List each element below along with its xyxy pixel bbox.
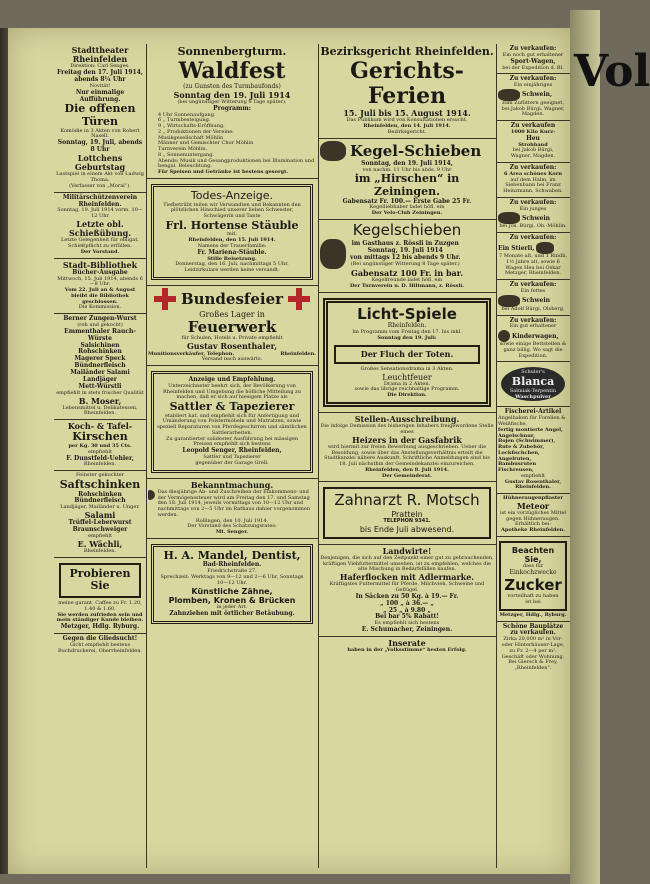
kegel-details [350,241,461,267]
ad-text: Sie werden zufrieden sein und mein ständiger Kunde bleiben. [56,611,144,624]
ad-text: Friedrichstraße 27. [207,568,257,575]
program-item: 2 „ Produktionen der Vereine: [158,128,234,135]
ad-item: Braunschweiger [72,526,128,534]
ad-headline: Heizers in der Gasfabrik [352,434,462,445]
notice-body [148,490,316,519]
ad-text: Komödie in 3 Akten von Robert Nasell. [60,127,140,140]
program-item: Männer und Gemischter Chor Möhlin [158,140,254,147]
ad-item: Ein Stierli, [498,244,535,252]
ad-headline: im „Hirschen“ in Zeiningen. [354,172,460,198]
ad-item: Landjäger [83,375,117,383]
deceased-name: Frl. Hortense Stäuble [165,218,299,232]
ad-item: Bojen (Schwimmer), [498,438,556,445]
program-list [148,113,316,176]
film-title: Leuchtfeuer [382,372,432,382]
ad-text: sowie einige Bettstellen & ganz billig. Wo sagt die Expedition. [499,341,567,359]
ad-text: bis Ende Juli abwesend. [359,524,455,534]
ad-text: TELEPHON 9341. [383,517,431,524]
ad-verkauf-stierli [496,233,570,280]
ad-title: Militärschützenverein Rheinfelden. [62,193,138,208]
ad-huehneraugen [496,494,570,537]
ad-signature: Mt. Senger. [215,529,249,536]
ad-text: für Schulen, Hotels u. Private empfiehlt [181,335,283,342]
ad-headline: Beachten Sie, [511,545,555,565]
ad-text: meine garant. Caffee zu Fr. 1.20, 1.40 & 1.60. [58,600,142,612]
ad-text: Rollingen, den 10. Juli 1914. [195,517,269,524]
ad-item: Schwein [522,214,550,222]
ad-headline: Haferflocken mit Adlermarke. [339,572,475,583]
ad-gicht [54,634,146,656]
ad-text: Unterzeichneter beehrt sich, der Bevölkerung von Rheinfelden und Umgebung die höfliche Mitteilung zu machen, daß er sich auf hiesigem Platze als [163,382,301,401]
ad-headline: Kirschen [72,430,128,444]
ad-advertiser: E. Wächli, [77,538,123,549]
ad-zucker [496,537,570,622]
ad-text: Lebensmittel u. Delikatessen, Rheinfelden. [62,404,138,417]
ad-text: empfiehlt [87,448,113,455]
price-line: „ 25 „ à 9.80 „ [383,606,431,614]
ad-headline: Licht-Spiele [357,304,457,323]
ad-text: Gabensatz 100 Fr. in bar. [351,268,463,279]
ad-headline: Waldfest [178,57,286,84]
ad-item: Salsichinen [80,341,120,349]
ad-verkauf-schwein-2 [496,198,570,233]
ad-lichtspiele [318,293,496,413]
ad-text: vorteilhaft zu haben ist bei [507,593,559,605]
ad-blanca-waschpulver [496,362,570,407]
ad-advertiser: F. Dunstfeld-Uehler, [66,454,134,462]
ad-text: (bei ungünstiger Witterung 8 Tage später). [177,99,287,106]
column-3 [318,44,496,868]
ad-item: Bambusruten [498,461,537,468]
ad-sattler [146,366,318,479]
facing-page-masthead: Vol [574,46,650,97]
price-line: In Säcken zu 50 Kg. à 19.— Fr. [355,592,459,600]
ad-headline: Gegen die Gliedsucht! [62,634,138,642]
ad-title: Sonnenbergturm. [177,45,287,58]
bowler-illustration-icon [320,239,346,269]
ad-headline: Zu verkaufen: [509,234,557,242]
ad-item: Fischreusen, [498,467,534,474]
price-line: „ 100 „ à 36.— „ [380,599,434,607]
kegel-body [320,239,494,269]
ad-item: Salami [84,510,116,521]
ad-signature: Der Gemeinderat. [382,472,432,479]
ad-text: Munitionsverkäufer, Telephon. [148,351,235,358]
ad-stellenausschreibung [318,413,496,482]
ad-text: Pratteln [391,509,423,519]
ad-kegelschieben-roessli [318,220,496,293]
ad-headline: H. A. Mandel, Dentist, [163,548,301,562]
ad-verkauf-sportwagen [496,44,570,74]
ad-frame [499,541,567,611]
program-item: Für Speisen und Getränke ist bestens gesorgt. [158,169,289,176]
ad-signature: Der Turnverein u. D. Hiltmann, z. Rössli. [349,283,465,290]
ad-text: Novität! [89,82,111,89]
ad-text: bei Jos. Bürgi, Ob.-Möhlin. [499,223,567,230]
ad-text: Rheinfelden, den 8. Juli 1914. [365,466,449,473]
ad-item: Strohband [518,141,548,148]
ad-headline: zu verkaufen. [510,629,556,637]
ad-advertiser: Gustav Rosenthaler, [186,341,278,352]
ad-headline: Koch- & Tafel- [67,421,133,432]
ad-item: Schwein [522,297,550,305]
ad-headline: Fischerei-Artikel [504,408,562,416]
ad-text: Ein fettes [520,288,546,295]
ad-text: (roh und gekocht) [77,322,123,328]
ad-text: haben in der „Volksstimme“ besten Erfolg. [347,647,467,654]
logo-text: Salmiak-Terpentin [509,387,557,394]
ad-text: Zirka 20,000 m² in Vor- oder Hinterhäuser-Lage, zu Fr. 2—4 per m². [501,636,565,654]
ad-item: Mailänder Salami [70,369,130,377]
ad-signature: Die Kommission. [78,304,122,311]
ad-bundesfeier [146,286,318,366]
ad-text: Direktion: Carl Senges. [70,63,130,70]
ad-text: Sprechzeit: Werktags von 9—12 und 2—6 Uhr, Sonntags 10—12 Uhr. [160,574,304,586]
ad-signature: Bezirksgericht. [387,128,427,135]
ad-text: Sonntag, 19. Juli, abends 8 Uhr [57,139,143,154]
ad-text: (Bei ungünstiger Witterung 8 Tage später.) [350,260,460,267]
ad-item: Kinderwagen, [512,332,559,340]
ad-item: Trüffel-Leberwurst [68,519,132,527]
kegel-header [320,141,494,161]
ad-frame [151,184,313,280]
ad-text: Das Publikum wird von Konsultationen ersucht. [346,117,468,124]
ad-verkauf-schwein-3 [496,280,570,315]
ad-text: 1000 Kilo Kurz- [510,129,556,136]
ad-headline: Zu verkaufen: [509,198,557,206]
ad-frame [59,563,141,598]
ad-text: Freitag den 17. Juli 1914, abends 8¼ Uhr [57,69,143,84]
ad-text: per Kg. 30 und 35 Cts. [68,443,132,450]
fishing-list [498,416,568,474]
ad-frame [151,371,313,473]
ad-headline: Anzeige und Empfehlung. [188,375,276,383]
ad-probieren-kaffee [54,558,146,634]
ad-title: Stadttheater Rheinfelden [71,45,129,65]
ad-item: Rohschinken [78,490,122,498]
bundesfeier-header [148,288,316,310]
ad-item: Rohschinken [78,348,122,356]
ad-text: Nur einmalige Aufführung. [75,88,125,103]
ad-headline: Landwirte! [382,545,432,556]
ad-bauplaetze [496,622,570,674]
ad-text: Künstliche Zähne, [191,586,273,596]
program-item: 6 „ Turmbesteigung. [158,117,211,124]
logo-text: Waschpulver [515,393,551,400]
ad-text: Leidzirkulare werden keine versandt. [184,267,280,274]
ad-item: Mett-Würstli [78,382,122,390]
ad-text: auf dem Halm, im Siebenbann bei Franz Heinzmann, Schwaben. [503,176,563,195]
ad-item: Bündnerfleisch [74,497,126,505]
ad-text: Die infolge Demission des bisherigen Inhabers freigewordene Stelle eines [320,423,494,435]
ad-headline: Meteor [516,500,550,511]
column-2 [146,44,318,868]
program-item: Turnverein Möhlin. [158,146,208,153]
ad-text: Sonntag, 19. Juli 1914 vorm. 10—12 Uhr [57,207,143,220]
program-item: 8 „ Sonnenuntergang. [158,151,214,158]
ad-kirschen [54,420,146,471]
ad-headline: Kegelschieben [352,220,462,239]
ad-text: Rheinfelden. [387,322,427,330]
ad-text: Kräftigstes Futtermittel für Pferde, Milchvieh, Schweine und Geflügel. [329,581,485,594]
ad-fischerei [496,407,570,494]
program-item: 4 Uhr Sonnenaufgang. [158,111,216,118]
ad-headline: Zu verkaufen: [509,316,557,324]
ad-headline: Inserate [388,638,426,649]
ad-text: von nachm. 11 Uhr bis abds. 9 Uhr [362,166,452,173]
ad-item: Bündnerfleisch [74,362,126,370]
ad-signature: Fr. Mariena-Stäuble. [197,248,267,256]
ad-text: Kegelfreunde ladet höfl. ein [371,277,443,284]
swiss-cross-icon [288,288,310,310]
ad-headline: Sattler & Tapezierer [169,400,295,414]
ad-text: Zu garantierter solidester Ausführung bei mässigen Preisen empfiehlt sich bestens [166,435,298,448]
ad-text: in jeder Art. [216,603,248,610]
ad-item: Emmenthaler Rauch-Würste [64,327,136,342]
ad-headline: Todes-Anzeige. [190,188,274,202]
ad-text: Rheinfelden. [83,461,117,468]
ad-text: Plomben, Kronen & Brücken [168,595,296,605]
ad-waldfest [146,44,318,179]
ad-advertiser: B. Moser, [78,395,122,406]
ad-headline: Zu verkaufen: [509,163,557,171]
ad-text: Mittwoch, 15. Juli 1914, abends 6—8 Uhr. [57,275,143,288]
ad-text: ist ein vorzügliches Mittel [499,509,567,516]
ad-text: Ein einjähriges [513,82,553,89]
ad-text: bei Jakob Bürgi, [512,147,554,154]
ad-text: (zu Gunsten des Turmbaufonds) [183,82,281,90]
ad-inserate [318,637,496,656]
ad-text: Einkochzwecke [509,569,557,577]
ad-title: Stadt-Bibliothek [62,259,138,270]
ad-text: 7 Monate alt, und 1 Rindli, 1½ Jahre alt, sowie 6 Wagen Heu bei Oskar Metzger, Rheinfelden. [498,253,567,277]
ad-headline: Zucker [504,576,562,594]
ad-gerichtsferien [318,44,496,139]
ad-verkauf-schwein-1 [496,74,570,121]
ad-title: Bezirksgericht Rheinfelden. [320,45,494,58]
ad-text: Buchdruckerei, Oberrheinfelden. [57,647,143,654]
ad-advertiser: Metzger, Hdlg. Ryburg. [60,623,140,631]
ad-text: Es empfiehlt sich bestens [374,620,440,627]
ad-advertiser: Leopold Senger, Rheinfelden, [182,447,282,455]
ad-text: Sonntag, 19. Juli 1914 [367,246,443,254]
ad-stadttheater [54,44,146,193]
ad-text: von mittags 12 bis abends 9 Uhr. [350,253,461,261]
ad-text: Gabensatz Fr. 100.— Erste Gabe 25 Fr. [342,197,472,205]
ad-verkauf-heu [496,121,570,163]
ad-text: Ein junges [519,205,547,212]
ad-item: 6 Area schönes Korn [504,170,562,177]
ad-item: Angelschnur, [498,432,535,439]
ad-headline: Zu verkaufen: [509,75,557,83]
ad-headline: Schöne Bauplätze [502,622,564,630]
ad-frame [323,298,491,407]
ad-text: wird hiermit zur freien Bewerbung ausgeschrieben. Ueber die Besoldung, sowie über das Anstellungsverhältnis erteilt die Stadtkanzlei nähere Auskunft. Schriftliche Anmeldungen sind bis 18. Juli nächsthin der Gemeindekanzlei einzureichen. [324,443,490,468]
ad-text: Großes Lager in [199,309,265,319]
ad-text: empfiehlt [520,472,546,479]
ad-text: empfiehlt in stets frischer Qualität [56,389,144,396]
ad-text: Bei bar 5% Rabatt! [375,613,439,621]
ad-todes-anzeige [146,179,318,286]
ad-text: etabliert hat, und empfiehlt sich für Anfertigung und Umänderung von Polstermöbeln und Matratzen, sowie speziell Reparaturen von Pferdegeschirren und sämtlichen Sattlerarbeiten. [157,412,307,436]
film-title-box [334,345,480,364]
ad-text: Lustspiel in einem Akt von Ludwig Thoma. [56,171,144,184]
ad-text: Geschäft oder Wohnung. Bei Giersch & Frey, „Rheinfelden“. [501,653,565,672]
ad-text: Ein gut erhaltener [509,323,557,330]
ad-text: Großes Sensationsdrama in 3 Akten. [360,365,454,372]
ad-headline: Zu verkaufen: [509,45,557,52]
ad-item: Rute & Zubehör, [498,444,545,451]
ad-schuetzenverein [54,193,146,259]
ad-kegelschieben-hirschen [318,139,496,220]
ad-text: Sonntag den 19. Juli 1914 [173,89,291,100]
ad-headline: Kegel-Schieben [350,141,482,160]
ad-signature: Der Velo-Club Zeiningen. [371,210,443,217]
film-title: Der Fluch der Toten. [360,348,454,359]
ad-headline: Gerichts-Ferien [350,57,464,109]
ad-headline: Zahnarzt R. Motsch [334,491,480,510]
ad-landwirte [318,545,496,637]
ad-item: fertig montierte Angel, [498,426,563,433]
ad-dentist-mandel [146,539,318,629]
swiss-cross-icon [154,288,176,310]
ad-headline: Bekanntmachung. [190,479,274,490]
logo-text: Blanca [511,374,555,388]
ad-signature: Der Vorstand. [80,248,120,255]
ad-headline: Saftschinken [59,477,141,491]
ad-text: Das diesjährige Ab- und Zuschreiben der Einkommens- und der Vermögenssteuer wird am Freitag den 17. und Samstag den 18. Juli 1914, jeweils vormittags von 10—12 Uhr und nachmittags von 2—5 Uhr im Rathaus dahier vorgenommen werden. [157,488,311,518]
column-1 [54,44,146,868]
ad-text: dass für [522,563,544,570]
ad-text: Erhältlich bei: [514,521,552,528]
ad-headline: Berner Zungen-Wurst [63,315,137,323]
ad-signature: Die Direktion. [387,392,427,399]
ad-text: Namens der Trauerfamilie: [197,242,267,249]
ad-item: Schwein, [522,91,553,99]
ad-item: Angelruten, [498,455,532,462]
ad-text: 15. Juli bis 15. August 1914. [343,108,471,119]
ad-text: Sattler und Tapezierer [203,454,261,461]
ad-text: Wagner, Magden. [510,153,556,160]
ad-advertiser: Apotheke Rheinfelden. [500,527,565,534]
ad-headline: Bücher-Ausgabe [72,268,128,276]
ad-subheadline: Programm: [213,104,251,112]
ad-text: Im Programm vom Freitag den 17. bis inkl. [352,329,462,336]
ad-text: Drama in 2 Akten. [383,380,431,387]
ad-item: Heu [526,134,540,142]
ad-bekanntmachung [146,479,318,539]
bowling-pins-icon [320,141,346,161]
ad-headline: Lottchens Geburtstag [74,153,126,173]
ad-text: Stille Beisetzung. [207,255,257,262]
ad-text: bei Adolf Bürgi, Olsberg. [501,305,565,312]
ad-verkauf-kinderwagen [496,316,570,363]
ad-text: empfiehlt [87,533,113,540]
ad-text: sowie das übrige reichhaltige Programm. [354,386,460,393]
ad-stadt-bibliothek [54,259,146,315]
ad-text: Versand nach auswärts. [201,356,263,363]
ad-text: Sonntag den 19. Juli: [377,334,437,341]
ad-text: Rheinfelden. [83,548,117,554]
ad-headline: Stellen-Ausschreibung. [354,413,460,424]
ad-advertiser: Metzger, Hdlg., Ryburg. [499,611,567,618]
blanca-logo [501,367,565,401]
ad-frame [323,487,491,538]
ad-text: bei der Expedition d. Bl. [502,64,564,71]
program-item: 9 „ Wirtschafts-Eröffnung. [158,123,225,130]
ad-headline: Letzte obl. Schießübung. [68,218,132,239]
ad-text: Denjenigen, die sich auf den Zeitpunkt einer gut zu gebrauchenden, kräftigen Viehfuttermittel umsehen, ist zu empfehlen, welches die alte Mischung in Bedarfsfällen kaufen. [320,554,494,573]
ad-frame [151,544,313,624]
ad-text: Feinster gekochter [75,472,125,479]
ad-text: gegenüber der Garage Grell. [195,459,269,466]
ad-text: Rheinfelden, den 15. Juli 1914. [188,237,276,244]
ad-headline: Die offenen Türen [64,102,136,129]
ad-headline: Zu verkaufen [510,122,556,130]
ad-headline: Bundesfeier [180,289,284,308]
ad-text: Rheinfelden, den 14. Juli 1914. [363,123,451,130]
ad-text: zum Zufüttern geeignet, bei Jakob Bürgi, Wagner, Magden. [501,99,565,118]
ad-headline: Zu verkaufen: [509,281,557,289]
ad-headline: Feuerwerk [187,318,277,337]
ad-item: Lockfischchen, [498,449,540,456]
ad-item: Angelhaken für Forellen & Weißfische, [498,415,566,428]
ad-text: gegen Hühneraugen. [506,515,560,522]
ad-text: Gicht empfiehlt bestens [69,641,131,648]
ad-headline: Hühneraugenpflaster [503,495,563,502]
column-4 [496,44,570,868]
logo-text: Schuler's [521,368,545,375]
ad-text: Letzte Gelegenheit für obligat. Schießpflicht zu erfüllen. [61,237,139,250]
ad-text: im Gasthaus z. Rössli in Zuzgen [351,240,459,248]
pointing-hand-icon [148,490,155,500]
pig-icon [498,295,520,307]
ad-zahnarzt-motsch [318,482,496,544]
ad-text: Ein noch gut erhaltener [502,51,564,58]
program-item: Abends: Musik und Gesangproduktionen bei Illumination und bengal. Beleuchtung. [158,157,315,170]
ad-text: Sonntag, den 19. Juli 1914, [361,159,453,167]
ad-text: Donnerstag, den 16. Juli, nachmittags 5 Uhr. [175,261,289,268]
ad-item: Sport-Wagen, [510,57,556,65]
ad-text: Vom 22. Juli an & August bleibt die Bibliothek geschlossen. [64,287,136,305]
ad-text: Zahnziehen mit örtlicher Betäubung. [169,609,295,617]
ad-text: Rheinfelden. [280,351,316,358]
ad-text: Kegelliebhaber ladet höfl. ein [369,204,445,211]
ad-text: (Verfasser von „Moral“). [69,182,131,189]
ad-text: Tiefbetrübt teilen wir Verwandten und Bekannten den plötzlichen Hinschied unserer lieben Schwester, Schwägerin und Tante [163,201,301,220]
ad-item: Magerer Speck [74,355,126,363]
ad-advertiser: E. Schumacher, Zeiningen. [361,626,453,634]
pig-row [498,295,568,307]
ad-text: Bad-Rheinfelden. [202,561,262,569]
ad-item: Landjäger, Mailänder u. Unger. [60,504,140,511]
ad-headline: Probieren Sie [69,566,131,593]
ad-text: Der Vorstand des Schatzungsrates: [187,523,277,530]
ad-advertiser: Gustav Rosenthaler, Rheinfelden. [504,478,562,491]
ad-verkauf-korn [496,163,570,198]
ad-text: mit. [227,231,237,238]
ad-saftschinken [54,471,146,558]
ad-wurst-moser [54,314,146,420]
facing-page-edge [570,10,650,884]
program-item: Musikgesellschaft Möhlin [158,134,224,141]
